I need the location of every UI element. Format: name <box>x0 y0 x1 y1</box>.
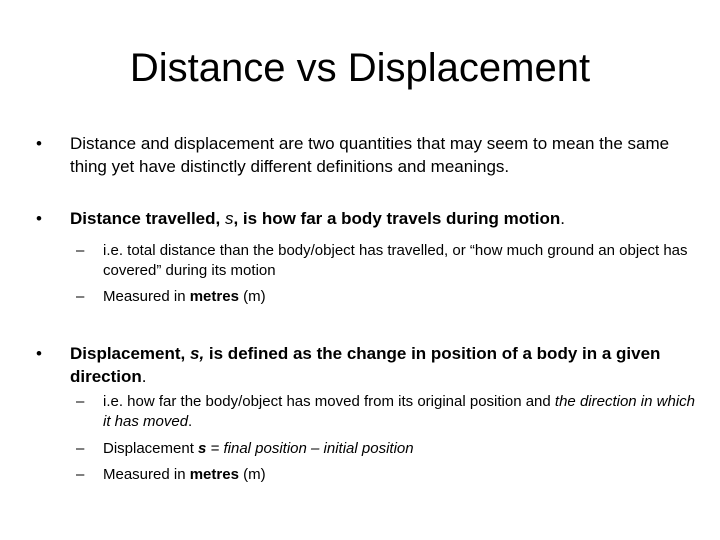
bullet-item-3 <box>36 342 684 388</box>
sub-text-plain: . <box>188 413 193 430</box>
sub-item-text <box>103 392 706 432</box>
sub-item-text <box>103 439 706 459</box>
bullet-text-bold: Distance travelled, <box>70 209 225 228</box>
sub-text-plain: Measured in <box>103 288 190 305</box>
bullet-text-bold: , is how far a body travels during motion <box>233 209 561 228</box>
bullet-marker: • <box>36 209 42 228</box>
sub-item-text: i.e. total distance than the body/object has travelled, or “how much ground an object has covered” during its motion <box>103 242 688 279</box>
sub-item <box>76 465 706 485</box>
bullet-text <box>70 342 684 388</box>
bullet-text: Distance and displacement are two quantities that may seem to mean the same thing yet have distinctly different definitions and meanings. <box>70 134 670 176</box>
bullet-text <box>70 207 684 230</box>
bullet-text-italic: s <box>224 209 234 228</box>
dash-marker: – <box>76 242 85 259</box>
sub-item <box>76 241 706 281</box>
dash-marker: – <box>76 466 85 483</box>
bullet-item-2 <box>36 207 684 230</box>
sub-text-bold-italic: s <box>198 440 207 457</box>
bullet-marker: • <box>36 134 42 153</box>
dash-marker: – <box>76 393 85 410</box>
bullet-text-period: . <box>141 367 147 386</box>
dash-marker: – <box>76 440 85 457</box>
sub-text-italic: the direction in which it has moved <box>103 393 695 430</box>
sub-text-plain: (m) <box>238 288 266 305</box>
sub-item <box>76 439 706 459</box>
bullet-text-bold-italic: s, <box>190 344 205 363</box>
sub-text-bold: metres <box>189 288 239 305</box>
bullet-text-bold: is defined as the change in position of a body in a given direction <box>70 344 661 386</box>
bullet-item-1 <box>36 132 684 178</box>
sub-item-text <box>103 465 706 485</box>
sub-item-text <box>103 287 706 307</box>
bullet-text-period: . <box>560 209 566 228</box>
sub-text-bold: metres <box>189 466 239 483</box>
slide-title: Distance vs Displacement <box>129 46 591 90</box>
sub-text-plain: Measured in <box>103 466 190 483</box>
sub-item <box>76 392 706 432</box>
dash-marker: – <box>76 288 85 305</box>
sub-text-plain: (m) <box>238 466 266 483</box>
sub-text-plain: Displacement <box>103 440 199 457</box>
bullet-text-bold: Displacement, <box>70 344 190 363</box>
bullet-marker: • <box>36 344 42 363</box>
sub-text-plain: i.e. how far the body/object has moved from its original position and <box>103 393 555 410</box>
sub-text-italic: = final position – initial position <box>206 440 414 457</box>
sub-item <box>76 287 706 307</box>
